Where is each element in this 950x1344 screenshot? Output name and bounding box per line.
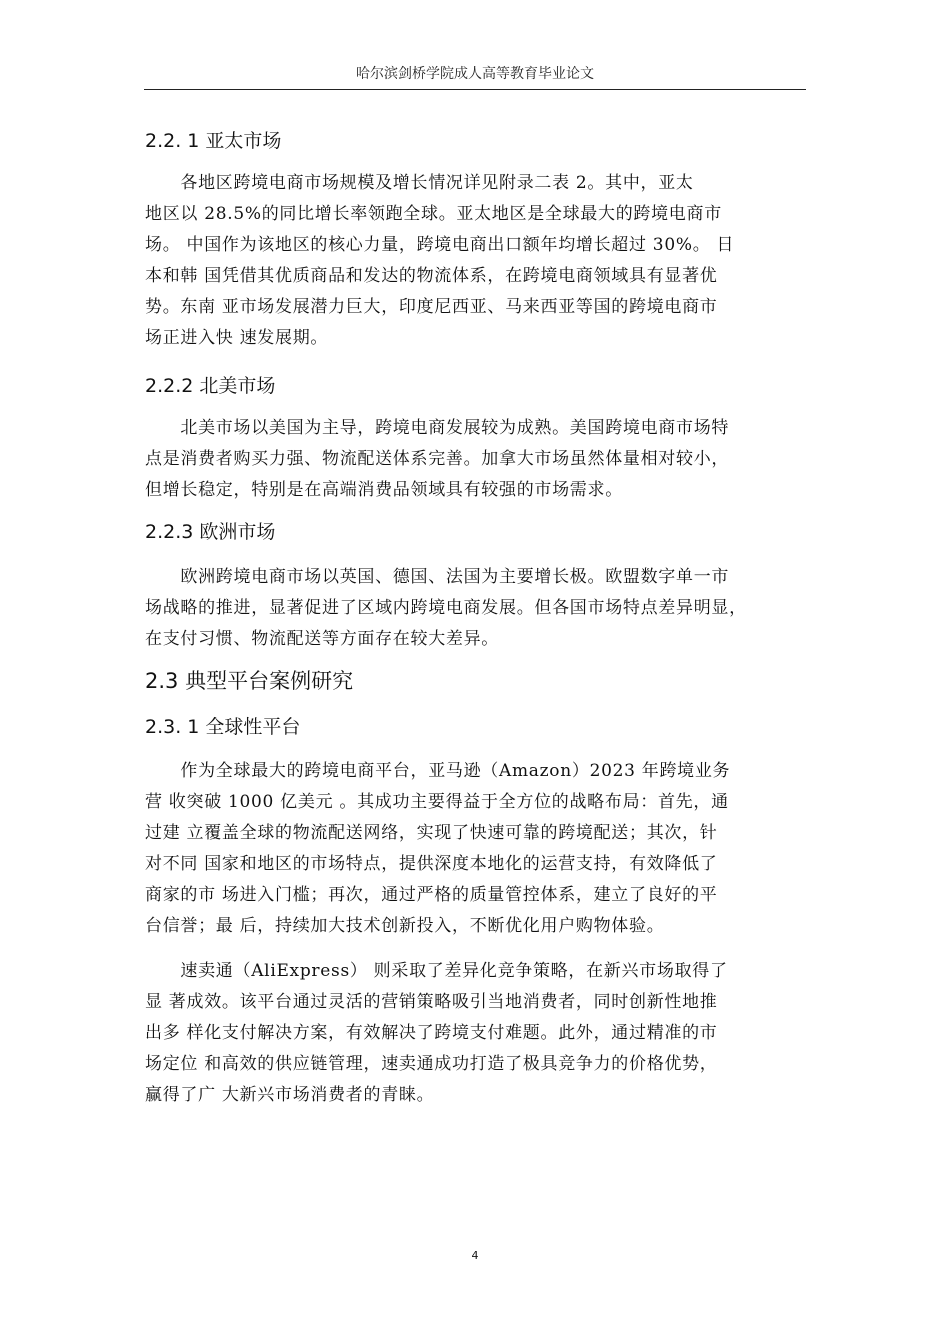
text-line: 北美市场以美国为主导，跨境电商发展较为成熟。美国跨境电商市场特 xyxy=(145,418,730,438)
paragraph-asia-pacific xyxy=(145,168,734,354)
text-line: 商家的市 场进入门槛；再次，通过严格的质量管控体系，建立了良好的平 xyxy=(145,885,718,905)
text-line: 场战略的推进，显著促进了区域内跨境电商发展。但各国市场特点差异明显， xyxy=(145,598,747,618)
text-line: 营 收突破 1000 亿美元 。其成功主要得益于全方位的战略布局：首先，通 xyxy=(145,792,729,812)
text-line: 赢得了广 大新兴市场消费者的青睐。 xyxy=(145,1085,435,1105)
paragraph-aliexpress xyxy=(145,956,728,1111)
text-line: 各地区跨境电商市场规模及增长情况详见附录二表 2。其中，亚太 xyxy=(145,173,694,193)
text-line: 但增长稳定，特别是在高端消费品领域具有较强的市场需求。 xyxy=(145,480,623,500)
text-line: 势。东南 亚市场发展潜力巨大，印度尼西亚、马来西亚等国的跨境电商市 xyxy=(145,297,718,317)
text-line: 欧洲跨境电商市场以英国、德国、法国为主要增长极。欧盟数字单一市 xyxy=(145,567,730,587)
text-line: 场正进入快 速发展期。 xyxy=(145,328,329,348)
paragraph-amazon xyxy=(145,756,730,942)
text-line: 作为全球最大的跨境电商平台，亚马逊（Amazon）2023 年跨境业务 xyxy=(145,761,731,781)
header-divider xyxy=(144,89,806,90)
header-title: 哈尔滨剑桥学院成人高等教育毕业论文 xyxy=(356,66,594,82)
section-heading-2-2-1: 2.2. 1 亚太市场 xyxy=(145,130,282,152)
section-heading-2-3: 2.3 典型平台案例研究 xyxy=(145,669,354,693)
paragraph-north-america xyxy=(145,413,729,506)
text-line: 在支付习惯、物流配送等方面存在较大差异。 xyxy=(145,629,499,649)
text-line: 过建 立覆盖全球的物流配送网络，实现了快速可靠的跨境配送；其次，针 xyxy=(145,823,718,843)
text-line: 出多 样化支付解决方案，有效解决了跨境支付难题。此外，通过精准的市 xyxy=(145,1023,718,1043)
text-line: 地区以 28.5%的同比增长率领跑全球。亚太地区是全球最大的跨境电商市 xyxy=(145,204,722,224)
page-number: 4 xyxy=(471,1249,479,1262)
text-line: 点是消费者购买力强、物流配送体系完善。加拿大市场虽然体量相对较小， xyxy=(145,449,730,469)
text-line: 对不同 国家和地区的市场特点，提供深度本地化的运营支持，有效降低了 xyxy=(145,854,718,874)
text-line: 速卖通（AliExpress） 则采取了差异化竞争策略，在新兴市场取得了 xyxy=(145,961,728,981)
section-heading-2-2-3: 2.2.3 欧洲市场 xyxy=(145,521,276,543)
section-heading-2-2-2: 2.2.2 北美市场 xyxy=(145,375,276,397)
text-line: 显 著成效。该平台通过灵活的营销策略吸引当地消费者，同时创新性地推 xyxy=(145,992,718,1012)
text-line: 场。 中国作为该地区的核心力量，跨境电商出口额年均增长超过 30%。 日 xyxy=(145,235,735,255)
section-heading-2-3-1: 2.3. 1 全球性平台 xyxy=(145,716,301,738)
text-line: 本和韩 国凭借其优质商品和发达的物流体系，在跨境电商领域具有显著优 xyxy=(145,266,718,286)
text-line: 场定位 和高效的供应链管理，速卖通成功打造了极具竞争力的价格优势， xyxy=(145,1054,718,1074)
paragraph-europe xyxy=(145,562,747,655)
text-line: 台信誉；最 后，持续加大技术创新投入，不断优化用户购物体验。 xyxy=(145,916,665,936)
